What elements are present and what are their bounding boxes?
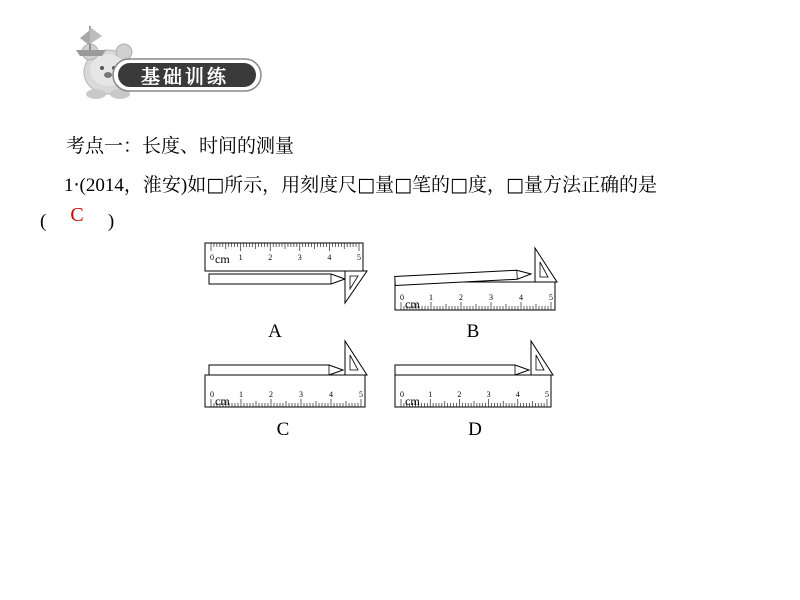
question-number: 1 — [64, 175, 74, 196]
ruler-number: 0 — [210, 253, 214, 262]
topic-heading: 考点一：长度、时间的测量 — [66, 135, 295, 157]
ruler-unit: cm — [215, 252, 230, 266]
ruler-number: 3 — [299, 390, 303, 399]
question-source: (2014，淮安) — [79, 175, 188, 196]
option-a-diagram — [205, 243, 367, 303]
ruler-number: 3 — [486, 390, 491, 399]
ruler-number: 4 — [515, 390, 520, 399]
ruler-number: 1 — [429, 293, 433, 302]
ruler-number: 2 — [269, 390, 273, 399]
option-c-diagram — [205, 341, 367, 408]
question-dot: · — [73, 174, 80, 196]
ruler-number: 3 — [489, 293, 493, 302]
option-d-label: D — [468, 419, 482, 440]
ruler-number: 0 — [400, 390, 404, 399]
paren-open: ( — [40, 211, 47, 232]
ruler-number: 5 — [545, 390, 549, 399]
question-text — [64, 170, 657, 197]
option-b-label: B — [466, 321, 480, 342]
ruler-number: 2 — [268, 253, 273, 262]
option-c-label: C — [276, 419, 290, 440]
ruler-figure — [195, 235, 575, 445]
ruler-unit: cm — [405, 297, 420, 311]
ruler-number: 3 — [297, 253, 302, 262]
ruler-number: 1 — [238, 253, 243, 262]
ruler-number: 5 — [357, 253, 361, 262]
ruler-number: 5 — [549, 293, 553, 302]
ruler-number: 0 — [210, 390, 214, 399]
ruler-number: 2 — [457, 390, 462, 399]
ruler-number: 4 — [519, 293, 523, 302]
pencil — [395, 365, 529, 375]
option-b-diagram — [395, 248, 557, 311]
ruler-unit: cm — [405, 394, 420, 408]
ruler-number: 1 — [428, 390, 433, 399]
question-body: 如□所示，用刻度尺□量□笔的□度，□量方法正确的是 — [187, 174, 657, 196]
ruler-number: 5 — [359, 390, 363, 399]
option-a-label: A — [268, 321, 282, 342]
option-d-diagram — [395, 341, 553, 408]
answer-value: C — [70, 204, 84, 226]
pencil — [209, 274, 345, 284]
ruler-number: 4 — [327, 253, 332, 262]
ruler-number: 2 — [459, 293, 463, 302]
ruler-number: 4 — [329, 390, 333, 399]
ruler-number: 0 — [400, 293, 404, 302]
pencil — [209, 365, 343, 375]
answer-bracket — [40, 204, 115, 233]
paren-close: ) — [107, 211, 115, 232]
section-banner-title: 基础训练 — [140, 66, 229, 88]
ruler-unit: cm — [215, 394, 230, 408]
ruler-number: 1 — [239, 390, 243, 399]
